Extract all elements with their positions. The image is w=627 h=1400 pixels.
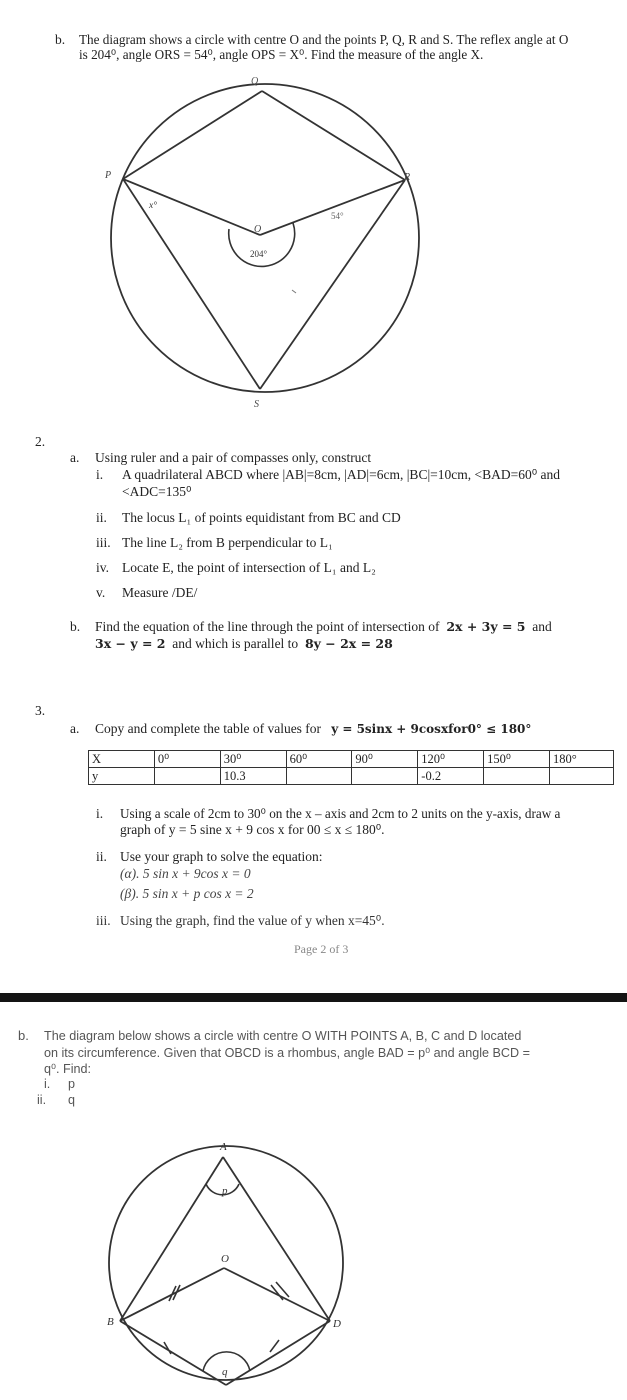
table-cell: 120⁰ [418, 751, 484, 768]
p2-item-2-num: ii. [37, 1093, 47, 1107]
p2-line3: q⁰. Find: [44, 1062, 92, 1076]
label-angle-x: x° [149, 201, 158, 211]
q3-iii-num: iii. [96, 913, 111, 928]
q3-ii-text: Use your graph to solve the equation: [120, 849, 323, 864]
q2a-item-1-line2: <ADC=135⁰ [122, 484, 192, 499]
q3-i-line1: Using a scale of 2cm to 30⁰ on the x – axis and 2cm to 2 units on the y-axis, draw a [120, 806, 561, 821]
q3a-line [95, 721, 531, 737]
table-cell [550, 768, 614, 785]
page-footer: Page 2 of 3 [294, 942, 349, 956]
table-cell: 0⁰ [154, 751, 220, 768]
table-cell: 10.3 [220, 768, 286, 785]
q2b-eq1: 2x + 3y = 5 [446, 619, 526, 634]
circle-diagram-abcd [0, 1100, 627, 1400]
table-row-x [89, 751, 614, 768]
table-cell: 180° [550, 751, 614, 768]
q2a-item-4-num: iv. [96, 560, 109, 575]
circle-diagram-pqrs [0, 0, 627, 430]
page-divider [0, 993, 627, 1002]
table-cell: 30⁰ [220, 751, 286, 768]
label-angle-204: 204° [250, 249, 268, 259]
q3a-equation: y = 5sinx + 9cosxfor0° ≤ 180° [331, 722, 532, 736]
q2b-eq3: 8y − 2x = 28 [304, 636, 393, 651]
table-cell [286, 768, 352, 785]
p2-b-label: b. [18, 1028, 29, 1043]
q1b-line2: is 204⁰, angle ORS = 54⁰, angle OPS = X⁰. Find the measure of the angle X. [79, 47, 484, 62]
q1b-line1: The diagram shows a circle with centre O and the points P, Q, R and S. The reflex angle at O [79, 32, 569, 47]
q1b-label: b. [55, 32, 66, 47]
p2-item-2-text: q [68, 1093, 76, 1107]
q2b-line1 [95, 619, 552, 635]
q2a-label: a. [70, 450, 80, 465]
label-d: D [333, 1318, 341, 1330]
table-cell: -0.2 [418, 768, 484, 785]
q3-ii-num: ii. [96, 849, 107, 864]
q2-number: 2. [35, 434, 46, 449]
q3-ii-beta: (β). 5 sin x + p cos x = 2 [120, 886, 254, 901]
q3-iii-text: Using the graph, find the value of y when x=45⁰. [120, 913, 385, 928]
label-o2: O [221, 1253, 229, 1265]
q2a-item-4-text: Locate E, the point of intersection of L₁ and L₂ [122, 560, 376, 575]
q2a-item-3-text: The line L₂ from B perpendicular to L₁ [122, 535, 333, 550]
label-s: S [254, 399, 259, 410]
label-a: A [220, 1141, 227, 1153]
q2b-text-1: Find the equation of the line through the point of intersection of [95, 619, 440, 634]
table-cell: 60⁰ [286, 751, 352, 768]
q2a-text: Using ruler and a pair of compasses only, construct [95, 450, 372, 465]
p2-line2: on its circumference. Given that OBCD is a rhombus, angle BAD = p⁰ and angle BCD = [44, 1046, 530, 1060]
table-cell: 150⁰ [484, 751, 550, 768]
table-cell [352, 768, 418, 785]
p2-line1: The diagram below shows a circle with centre O WITH POINTS A, B, C and D located [44, 1029, 522, 1043]
label-p-angle: p [222, 1185, 228, 1197]
p2-item-1-text: p [68, 1077, 76, 1091]
q2a-item-2-text: The locus L₁ of points equidistant from BC and CD [122, 510, 401, 525]
label-b: B [107, 1316, 114, 1328]
table-cell [154, 768, 220, 785]
label-q: Q [251, 76, 259, 87]
q3a-text: Copy and complete the table of values for [95, 721, 322, 736]
table-cell: 90⁰ [352, 751, 418, 768]
q2a-item-3-num: iii. [96, 535, 111, 550]
q2a-item-5-text: Measure /DE/ [122, 585, 198, 600]
values-table [88, 750, 614, 785]
q2a-item-2-num: ii. [96, 510, 107, 525]
q3a-label: a. [70, 721, 80, 736]
table-cell [484, 768, 550, 785]
q3-i-line2: graph of y = 5 sine x + 9 cos x for 00 ≤ x ≤ 180⁰. [120, 822, 385, 837]
q2b-line2 [95, 636, 393, 652]
label-angle-54: 54° [331, 211, 344, 221]
q3-i-num: i. [96, 806, 104, 821]
q2b-eq2: 3x − y = 2 [95, 636, 166, 651]
table-cell: X [89, 751, 155, 768]
label-r: R [404, 172, 411, 183]
label-p: P [105, 170, 112, 181]
label-q-angle: q [222, 1366, 228, 1378]
table-cell: y [89, 768, 155, 785]
q2a-item-5-num: v. [96, 585, 106, 600]
q2b-text-2: and which is parallel to [172, 636, 299, 651]
q2a-item-1-line1: A quadrilateral ABCD where |AB|=8cm, |AD|=6cm, |BC|=10cm, <BAD=60⁰ and [122, 467, 561, 482]
q3-number: 3. [35, 703, 46, 718]
q2b-label: b. [70, 619, 81, 634]
q3-ii-alpha: (α). 5 sin x + 9cos x = 0 [120, 866, 251, 881]
table-row-y [89, 768, 614, 785]
q2b-and: and [532, 619, 552, 634]
label-o: O [254, 224, 262, 235]
q2a-item-1-num: i. [96, 467, 104, 482]
p2-item-1-num: i. [44, 1077, 51, 1091]
